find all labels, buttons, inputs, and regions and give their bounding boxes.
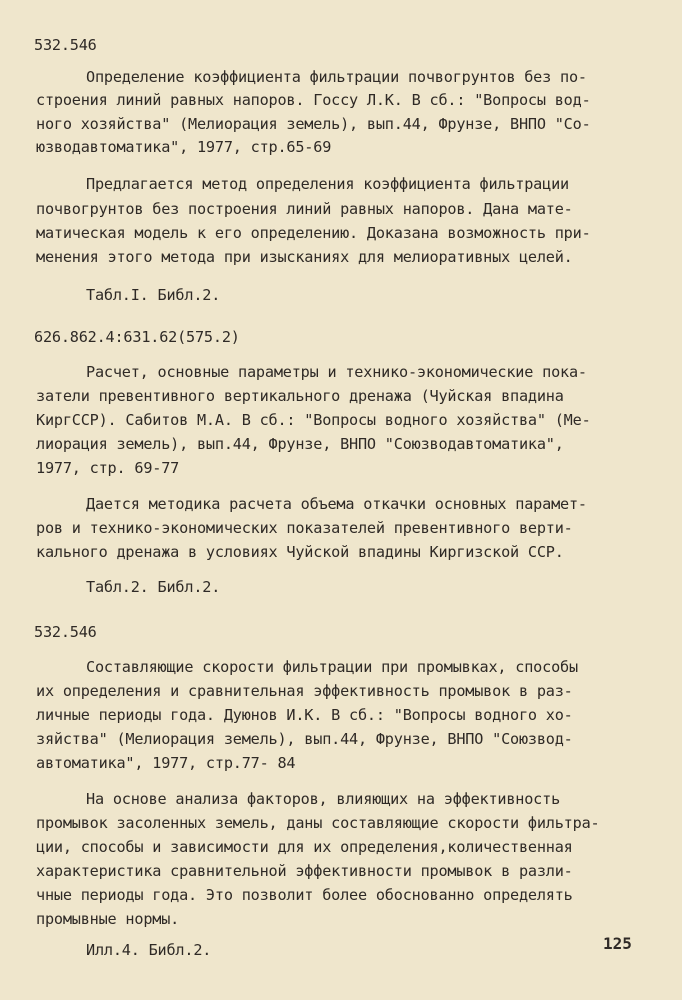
udc-code: 532.546 — [34, 623, 97, 641]
entry-title-line: Расчет, основные параметры и технико-экономические пока- — [86, 363, 587, 381]
entry-title-line: личные периоды года. Дуюнов И.К. В сб.: "Вопросы водного хо- — [36, 706, 573, 724]
references-note: Табл.I. Библ.2. — [86, 286, 221, 304]
abstract-line: На основе анализа факторов, влияющих на эффективность — [86, 790, 561, 808]
references-note: Илл.4. Библ.2. — [86, 941, 212, 959]
entry-title-line: ного хозяйства" (Мелиорация земель), вып.44, Фрунзе, ВНПО "Со- — [36, 115, 591, 133]
abstract-line: промывные нормы. — [36, 910, 180, 928]
entry-title-line: лиорация земель), вып.44, Фрунзе, ВНПО "Союзводавтоматика", — [36, 435, 564, 453]
abstract-line: менения этого метода при изысканиях для мелиоративных целей. — [36, 248, 573, 266]
entry-title-line: затели превентивного вертикального дренажа (Чуйская впадина — [36, 387, 564, 405]
abstract-line: Предлагается метод определения коэффициента фильтрации — [86, 175, 569, 193]
entry-title-line: 1977, стр. 69-77 — [36, 459, 180, 477]
abstract-line: чные периоды года. Это позволит более обоснованно определять — [36, 886, 573, 904]
abstract-line: Дается методика расчета объема откачки основных парамет- — [86, 495, 587, 513]
abstract-line: почвогрунтов без построения линий равных напоров. Дана мате- — [36, 200, 573, 218]
abstract-line: промывок засоленных земель, даны составляющие скорости фильтра- — [36, 814, 600, 832]
entry-title-line: строения линий равных напоров. Госсу Л.К. В сб.: "Вопросы вод- — [36, 91, 591, 109]
entry-title-line: юзводавтоматика", 1977, стр.65-69 — [36, 138, 332, 156]
references-note: Табл.2. Библ.2. — [86, 578, 221, 596]
abstract-line: ров и технико-экономических показателей превентивного верти- — [36, 519, 573, 537]
entry-title-line: Составляющие скорости фильтрации при промывках, способы — [86, 658, 578, 676]
udc-code: 532.546 — [34, 36, 97, 54]
entry-title-line: зяйства" (Мелиорация земель), вып.44, Фрунзе, ВНПО "Союзвод- — [36, 730, 573, 748]
entry-title-line: КиргССР). Сабитов М.А. В сб.: "Вопросы водного хозяйства" (Ме- — [36, 411, 591, 429]
abstract-line: ции, способы и зависимости для их определения,количественная — [36, 838, 573, 856]
page-number: 125 — [603, 934, 632, 953]
abstract-line: кального дренажа в условиях Чуйской впадины Киргизской ССР. — [36, 543, 564, 561]
entry-title-line: автоматика", 1977, стр.77- 84 — [36, 754, 296, 772]
entry-title-line: Определение коэффициента фильтрации почвогрунтов без по- — [86, 68, 587, 86]
entry-title-line: их определения и сравнительная эффективность промывок в раз- — [36, 682, 573, 700]
udc-code: 626.862.4:631.62(575.2) — [34, 328, 240, 346]
abstract-line: характеристика сравнительной эффективности промывок в разли- — [36, 862, 573, 880]
abstract-line: матическая модель к его определению. Доказана возможность при- — [36, 224, 591, 242]
